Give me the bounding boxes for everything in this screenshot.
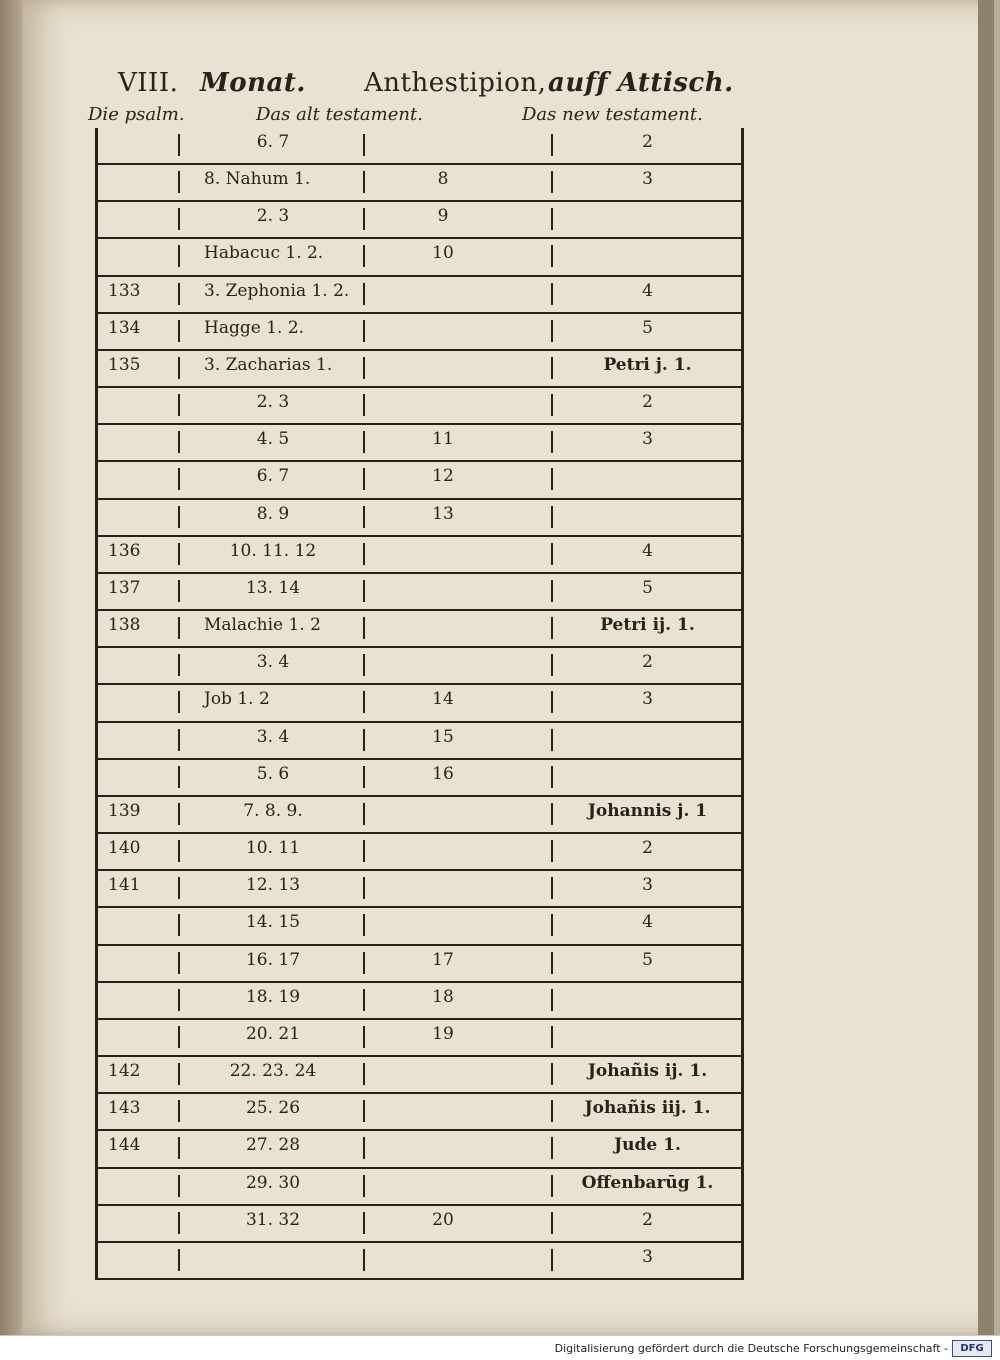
new-testament-reading: 3 xyxy=(642,169,653,190)
column-rule xyxy=(178,989,180,1011)
table-row xyxy=(98,1020,741,1057)
new-testament-reading: Johañis ij. 1. xyxy=(587,1061,708,1082)
new-testament-reading: Johañis iij. 1. xyxy=(584,1098,711,1119)
old-testament-reading: 5. 6 xyxy=(256,763,290,784)
column-rule xyxy=(551,691,553,713)
column-rule xyxy=(178,617,180,639)
table-row xyxy=(98,797,741,834)
psalm-number: 144 xyxy=(108,1135,141,1156)
table-row xyxy=(98,1094,741,1131)
table-row xyxy=(98,1131,741,1168)
column-rule xyxy=(551,766,553,788)
new-testament-reading: 2 xyxy=(642,652,653,673)
column-rule xyxy=(363,431,365,453)
old-testament-reading: 2. 3 xyxy=(256,206,290,227)
old-testament-reading: Hagge 1. 2. xyxy=(204,317,305,338)
column-rule xyxy=(551,580,553,602)
old-testament-extra: 9 xyxy=(437,206,449,227)
old-testament-reading: 20. 21 xyxy=(245,1023,301,1044)
old-testament-reading: 6. 7 xyxy=(256,466,290,487)
old-testament-reading: 16. 17 xyxy=(245,949,301,970)
old-testament-extra: 16 xyxy=(432,763,454,784)
column-rule xyxy=(178,283,180,305)
table-row xyxy=(98,425,741,462)
column-rule xyxy=(178,654,180,676)
psalm-number: 134 xyxy=(108,317,141,338)
old-testament-reading: 8. 9 xyxy=(256,503,290,524)
psalm-number: 137 xyxy=(108,577,141,598)
old-testament-extra: 18 xyxy=(432,986,454,1007)
column-rule xyxy=(551,803,553,825)
old-testament-reading: Malachie 1. 2 xyxy=(204,615,321,636)
old-testament-reading: 10. 11 xyxy=(245,838,301,859)
column-rule xyxy=(178,320,180,342)
column-rule xyxy=(363,914,365,936)
table-row xyxy=(98,500,741,537)
old-testament-extra: 19 xyxy=(432,1023,454,1044)
table-row xyxy=(98,723,741,760)
column-rule xyxy=(551,506,553,528)
old-testament-extra: 11 xyxy=(432,429,454,450)
psalm-number: 140 xyxy=(108,838,141,859)
new-testament-reading: 5 xyxy=(642,577,653,598)
new-testament-reading: 2 xyxy=(642,132,653,152)
attic-label: auff Attisch. xyxy=(548,68,734,98)
new-testament-reading: 3 xyxy=(642,1246,653,1267)
new-testament-reading: 2 xyxy=(642,838,653,859)
column-rule xyxy=(363,803,365,825)
column-rule xyxy=(551,245,553,267)
dfg-logo: DFG xyxy=(952,1340,992,1357)
psalm-number: 138 xyxy=(108,615,141,636)
column-rule xyxy=(551,654,553,676)
table-row xyxy=(98,1243,741,1280)
old-testament-reading: Job 1. 2 xyxy=(204,689,270,710)
column-rule xyxy=(551,283,553,305)
column-rule xyxy=(178,803,180,825)
month-word: Monat. xyxy=(200,68,306,98)
new-testament-reading: 3 xyxy=(642,689,653,710)
column-rule xyxy=(363,1100,365,1122)
new-testament-reading: Offenbarūg 1. xyxy=(581,1172,714,1193)
new-testament-reading: 2 xyxy=(642,1209,653,1230)
column-rule xyxy=(178,208,180,230)
column-rule xyxy=(363,1137,365,1159)
column-rule xyxy=(551,952,553,974)
table-row xyxy=(98,834,741,871)
column-rule xyxy=(178,766,180,788)
table-row xyxy=(98,1169,741,1206)
column-rule xyxy=(551,1063,553,1085)
psalm-number: 136 xyxy=(108,540,141,561)
column-rule xyxy=(551,1137,553,1159)
column-rule xyxy=(178,357,180,379)
column-rule xyxy=(551,1212,553,1234)
column-rule xyxy=(178,1212,180,1234)
table-row xyxy=(98,314,741,351)
old-testament-reading: 10. 11. 12 xyxy=(229,540,317,561)
table-row xyxy=(98,388,741,425)
column-rule xyxy=(363,1063,365,1085)
psalm-number: 143 xyxy=(108,1098,141,1119)
table-row xyxy=(98,239,741,276)
column-rule xyxy=(551,320,553,342)
column-rule xyxy=(178,543,180,565)
column-rule xyxy=(178,914,180,936)
column-rule xyxy=(363,543,365,565)
column-rule xyxy=(178,394,180,416)
column-rule xyxy=(551,877,553,899)
column-rule xyxy=(551,171,553,193)
column-rule xyxy=(178,840,180,862)
table-row xyxy=(98,648,741,685)
column-rule xyxy=(178,729,180,751)
new-testament-reading: Jude 1. xyxy=(614,1135,681,1156)
table-row xyxy=(98,1057,741,1094)
old-testament-reading: 25. 26 xyxy=(245,1098,301,1119)
old-testament-reading: 14. 15 xyxy=(245,912,301,933)
new-testament-reading: 3 xyxy=(642,429,653,450)
column-rule xyxy=(363,877,365,899)
column-rule xyxy=(363,1175,365,1197)
column-rule xyxy=(551,914,553,936)
column-rule xyxy=(178,1100,180,1122)
table-row xyxy=(98,611,741,648)
column-rule xyxy=(363,394,365,416)
column-rule xyxy=(178,134,180,156)
column-rule xyxy=(551,840,553,862)
reading-table xyxy=(95,128,744,1280)
column-rule xyxy=(551,543,553,565)
footer-bar xyxy=(0,1335,1000,1360)
new-testament-reading: 2 xyxy=(642,392,653,413)
old-testament-reading: 12. 13 xyxy=(245,875,301,896)
old-testament-extra: 20 xyxy=(432,1209,454,1230)
old-testament-extra: 14 xyxy=(432,689,454,710)
old-testament-reading: 2. 3 xyxy=(256,392,290,413)
greek-month-name: Anthestipion, xyxy=(364,68,547,98)
new-testament-reading: 5 xyxy=(642,949,653,970)
table-row xyxy=(98,165,741,202)
new-testament-column-header: Das new testament. xyxy=(522,104,703,125)
column-rule xyxy=(363,468,365,490)
column-rule xyxy=(363,840,365,862)
new-testament-reading: Petri ij. 1. xyxy=(600,615,695,636)
column-rule xyxy=(363,654,365,676)
column-rule xyxy=(178,1137,180,1159)
column-rule xyxy=(551,431,553,453)
new-testament-reading: 5 xyxy=(642,317,653,338)
old-testament-reading: 29. 30 xyxy=(245,1172,301,1193)
column-rule xyxy=(178,1026,180,1048)
old-testament-reading: 22. 23. 24 xyxy=(229,1061,317,1082)
column-rule xyxy=(551,208,553,230)
table-row xyxy=(98,277,741,314)
column-rule xyxy=(363,766,365,788)
column-rule xyxy=(551,1175,553,1197)
old-testament-extra: 17 xyxy=(432,949,454,970)
column-rule xyxy=(178,1249,180,1271)
psalm-number: 142 xyxy=(108,1061,141,1082)
table-row xyxy=(98,202,741,239)
column-rule xyxy=(363,580,365,602)
old-testament-reading: Habacuc 1. 2. xyxy=(204,243,324,264)
column-rule xyxy=(551,394,553,416)
column-rule xyxy=(363,952,365,974)
old-testament-reading: 3. Zacharias 1. xyxy=(204,354,333,375)
column-rule xyxy=(178,468,180,490)
column-rule xyxy=(178,691,180,713)
month-roman: VIII. xyxy=(118,68,179,98)
old-testament-extra: 12 xyxy=(432,466,454,487)
table-row xyxy=(98,908,741,945)
column-rule xyxy=(551,357,553,379)
old-testament-reading: 18. 19 xyxy=(245,986,301,1007)
table-row xyxy=(98,462,741,499)
column-rule xyxy=(178,171,180,193)
column-rule xyxy=(551,617,553,639)
column-rule xyxy=(178,1175,180,1197)
column-rule xyxy=(363,1249,365,1271)
column-rule xyxy=(178,431,180,453)
column-rule xyxy=(363,1026,365,1048)
page-edge-strip xyxy=(978,0,994,1335)
new-testament-reading: 4 xyxy=(642,912,653,933)
column-rule xyxy=(178,1063,180,1085)
psalm-number: 141 xyxy=(108,875,141,896)
psalm-number: 135 xyxy=(108,354,141,375)
column-rule xyxy=(551,1249,553,1271)
new-testament-reading: 4 xyxy=(642,540,653,561)
old-testament-reading: 4. 5 xyxy=(256,429,290,450)
table-row xyxy=(98,685,741,722)
psalm-column-header: Die psalm. xyxy=(88,104,185,125)
old-testament-extra: 8 xyxy=(437,169,449,190)
column-rule xyxy=(551,1026,553,1048)
old-testament-reading: 3. 4 xyxy=(256,726,290,747)
column-rule xyxy=(178,245,180,267)
column-rule xyxy=(363,208,365,230)
table-row xyxy=(98,1206,741,1243)
new-testament-reading: 4 xyxy=(642,280,653,301)
column-rule xyxy=(551,1100,553,1122)
column-rule xyxy=(178,877,180,899)
psalm-number: 133 xyxy=(108,280,141,301)
old-testament-extra: 13 xyxy=(432,503,454,524)
old-testament-reading: 13. 14 xyxy=(245,577,301,598)
table-row xyxy=(98,128,741,165)
new-testament-reading: Petri j. 1. xyxy=(603,354,692,375)
new-testament-reading: 3 xyxy=(642,875,653,896)
new-testament-reading: Johannis j. 1 xyxy=(587,800,708,821)
table-row xyxy=(98,760,741,797)
column-rule xyxy=(551,729,553,751)
column-rule xyxy=(363,729,365,751)
old-testament-reading: 27. 28 xyxy=(245,1135,301,1156)
old-testament-reading: 3. 4 xyxy=(256,652,290,673)
column-rule xyxy=(551,989,553,1011)
table-row xyxy=(98,537,741,574)
column-rule xyxy=(551,134,553,156)
old-testament-reading: 31. 32 xyxy=(245,1209,301,1230)
old-testament-reading: 7. 8. 9. xyxy=(243,800,303,821)
old-testament-column-header: Das alt testament. xyxy=(256,104,423,125)
table-row xyxy=(98,871,741,908)
column-rule xyxy=(363,1212,365,1234)
column-rule xyxy=(363,989,365,1011)
old-testament-extra: 10 xyxy=(432,243,454,264)
table-row xyxy=(98,946,741,983)
psalm-number: 139 xyxy=(108,800,141,821)
table-row xyxy=(98,351,741,388)
column-rule xyxy=(178,952,180,974)
column-rule xyxy=(551,468,553,490)
column-rule xyxy=(363,134,365,156)
old-testament-extra: 15 xyxy=(432,726,454,747)
column-rule xyxy=(178,580,180,602)
funding-notice: Digitalisierung gefördert durch die Deutsche Forschungsgemeinschaft - xyxy=(554,1342,948,1355)
old-testament-reading: 6. 7 xyxy=(256,132,290,152)
old-testament-reading: 3. Zephonia 1. 2. xyxy=(204,280,350,301)
old-testament-reading: 8. Nahum 1. xyxy=(204,169,311,190)
column-rule xyxy=(178,506,180,528)
column-rule xyxy=(363,506,365,528)
table-row xyxy=(98,574,741,611)
table-row xyxy=(98,983,741,1020)
